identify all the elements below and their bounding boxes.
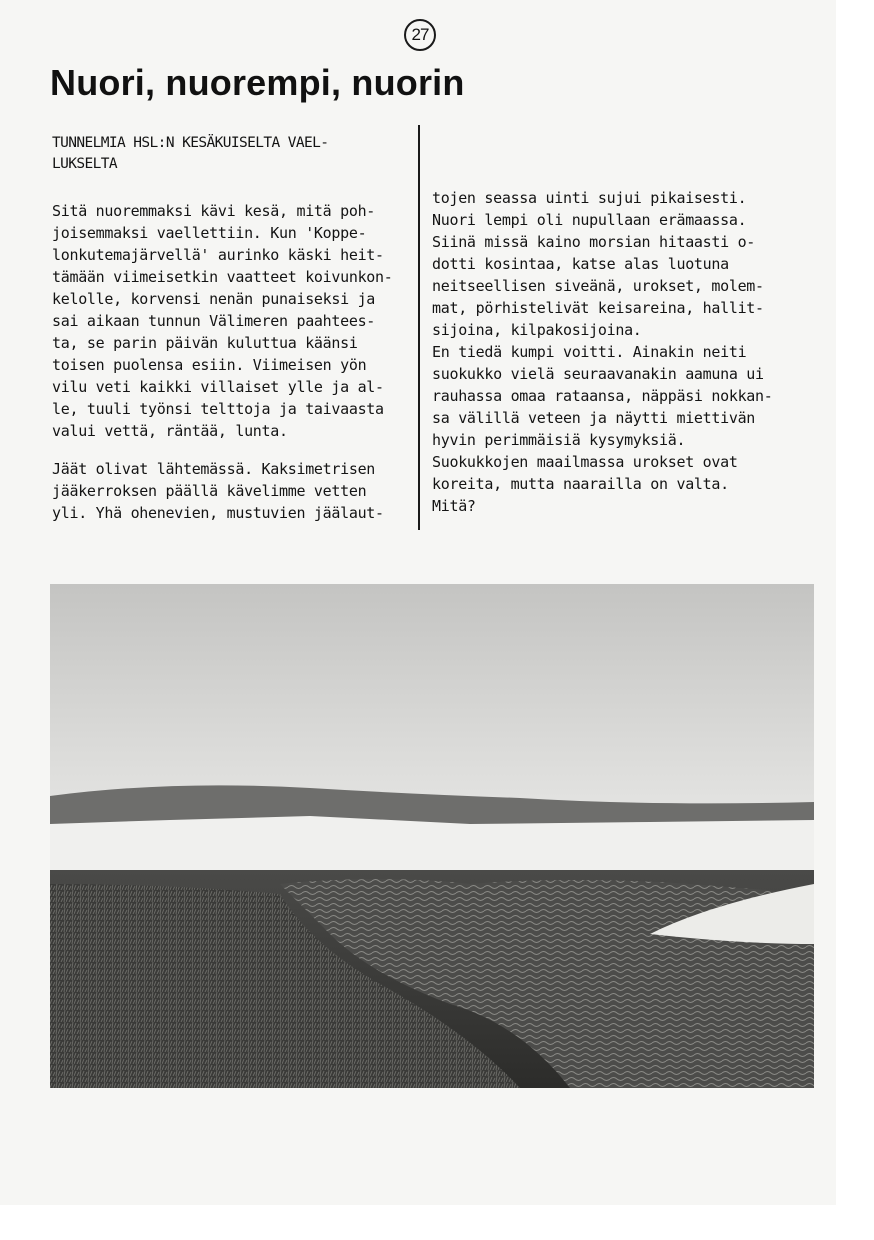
paragraph: Suokukkojen maailmassa urokset ovat koreita, mutta naarailla on valta. Mitä?	[432, 453, 738, 515]
sky	[50, 584, 814, 814]
paragraph: Nuori lempi oli nupullaan erämaassa. Siinä missä kaino morsian hitaasti o- dotti kosintaa, katse alas luotuna neitseellisen siveänä, urokset, molem- mat, pörhistelivät keisareina, hallit- sijoina, kilpakosijoina.	[432, 211, 764, 339]
article-subtitle: TUNNELMIA HSL:N KESÄKUISELTA VAEL- LUKSELTA	[52, 135, 329, 172]
landscape-illustration	[50, 584, 814, 1088]
column-divider	[418, 125, 420, 530]
paragraph: tojen seassa uinti sujui pikaisesti.	[432, 189, 747, 207]
paragraph: En tiedä kumpi voitti. Ainakin neiti suokukko vielä seuraavanakin aamuna ui rauhassa omaa rataansa, näppäsi nokkan- sa välillä veteen ja näytti miettivän hyvin perimmäisiä kysymyksiä.	[432, 343, 773, 449]
article-title: Nuori, nuorempi, nuorin	[50, 62, 465, 103]
page-number-badge: 27	[404, 19, 436, 51]
paragraph: Sitä nuoremmaksi kävi kesä, mitä poh- joisemmaksi vaellettiin. Kun 'Koppe- lonkutemajärvellä' aurinko käski heit- tämään viimeisetkin vaatteet koivunkon- kelolle, korvensi nenän punaiseksi ja sai aikaan tunnun Välimeren paahtees- ta, se parin päivän kuluttua käänsi toisen puolensa esiin. Viimeisen yön vilu veti kaikki villaiset ylle ja al- le, tuuli työnsi telttoja ja taivaasta valui vettä, räntää, lunta.	[52, 202, 393, 440]
left-text-column	[52, 200, 404, 524]
fell-landscape-photo	[50, 584, 814, 1088]
paragraph: Jäät olivat lähtemässä. Kaksimetrisen jääkerroksen päällä kävelimme vetten yli. Yhä ohenevien, mustuvien jäälaut-	[52, 460, 384, 522]
right-text-column	[432, 187, 792, 517]
